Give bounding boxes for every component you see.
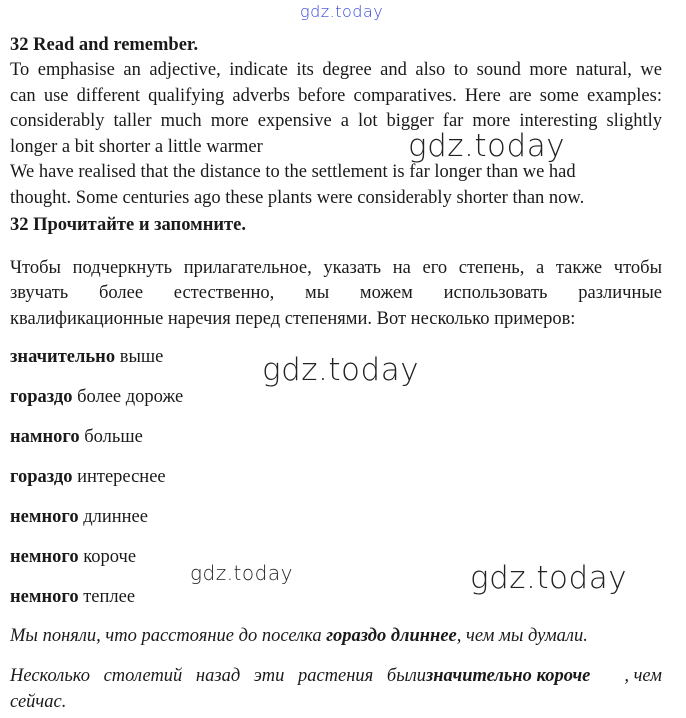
- russian-line: Чтобы подчеркнуть прилагательное, указать на его степень, а также чтобы: [10, 258, 662, 278]
- example-word: выше: [119, 347, 164, 367]
- english-line: longer a bit shorter a little warmer: [10, 137, 263, 157]
- example-adverb: гораздо: [10, 387, 73, 407]
- watermark: gdz.today: [262, 352, 420, 388]
- sentence-2-cont: сейчас.: [10, 692, 67, 712]
- russian-line: квалификационные наречия перед степенями. Вот несколько примеров:: [10, 309, 576, 329]
- example-word: более дороже: [77, 387, 184, 407]
- example-item: [10, 425, 662, 450]
- russian-line: звучать более естественно, мы можем использовать различные: [10, 283, 662, 303]
- sentence-text: Несколько столетий назад эти растения были: [10, 666, 427, 686]
- example-item: [10, 465, 662, 490]
- sentence-text: , чем: [624, 666, 662, 686]
- watermark: gdz.today: [408, 128, 566, 164]
- russian-heading: 32 Прочитайте и запомните.: [10, 215, 246, 235]
- example-word: длиннее: [83, 507, 148, 527]
- english-line: To emphasise an adjective, indicate its degree and also to sound more natural, we: [10, 60, 662, 80]
- sentence-text: , чем мы думали.: [456, 626, 588, 646]
- sentence-2: [10, 664, 662, 689]
- example-adverb: гораздо: [10, 467, 73, 487]
- example-adverb: немного: [10, 507, 79, 527]
- watermark: gdz.today: [470, 560, 628, 596]
- sentence-emphasis: гораздо длиннее: [326, 626, 457, 646]
- watermark-top: gdz.today: [300, 2, 384, 21]
- example-word: короче: [83, 547, 137, 567]
- english-heading: 32 Read and remember.: [10, 35, 199, 55]
- example-adverb: намного: [10, 427, 80, 447]
- example-adverb: немного: [10, 547, 79, 567]
- example-word: теплее: [83, 587, 136, 607]
- english-line: can use different qualifying adverbs before comparatives. Here are some examples:: [10, 86, 662, 106]
- example-adverb: значительно: [10, 347, 116, 367]
- english-line: We have realised that the distance to the settlement is far longer than we had: [10, 162, 576, 182]
- english-line: thought. Some centuries ago these plants were considerably shorter than now.: [10, 188, 585, 208]
- example-adverb: немного: [10, 587, 79, 607]
- sentence-1: [10, 624, 662, 649]
- example-item: [10, 505, 662, 530]
- sentence-emphasis: значительно короче: [426, 666, 591, 686]
- english-line: considerably taller much more expensive a lot bigger far more interesting slightly: [10, 111, 662, 131]
- example-item: [10, 385, 662, 410]
- example-word: интереснее: [77, 467, 166, 487]
- sentence-text: Мы поняли, что расстояние до поселка: [10, 626, 327, 646]
- watermark: gdz.today: [190, 561, 293, 585]
- example-word: больше: [84, 427, 143, 447]
